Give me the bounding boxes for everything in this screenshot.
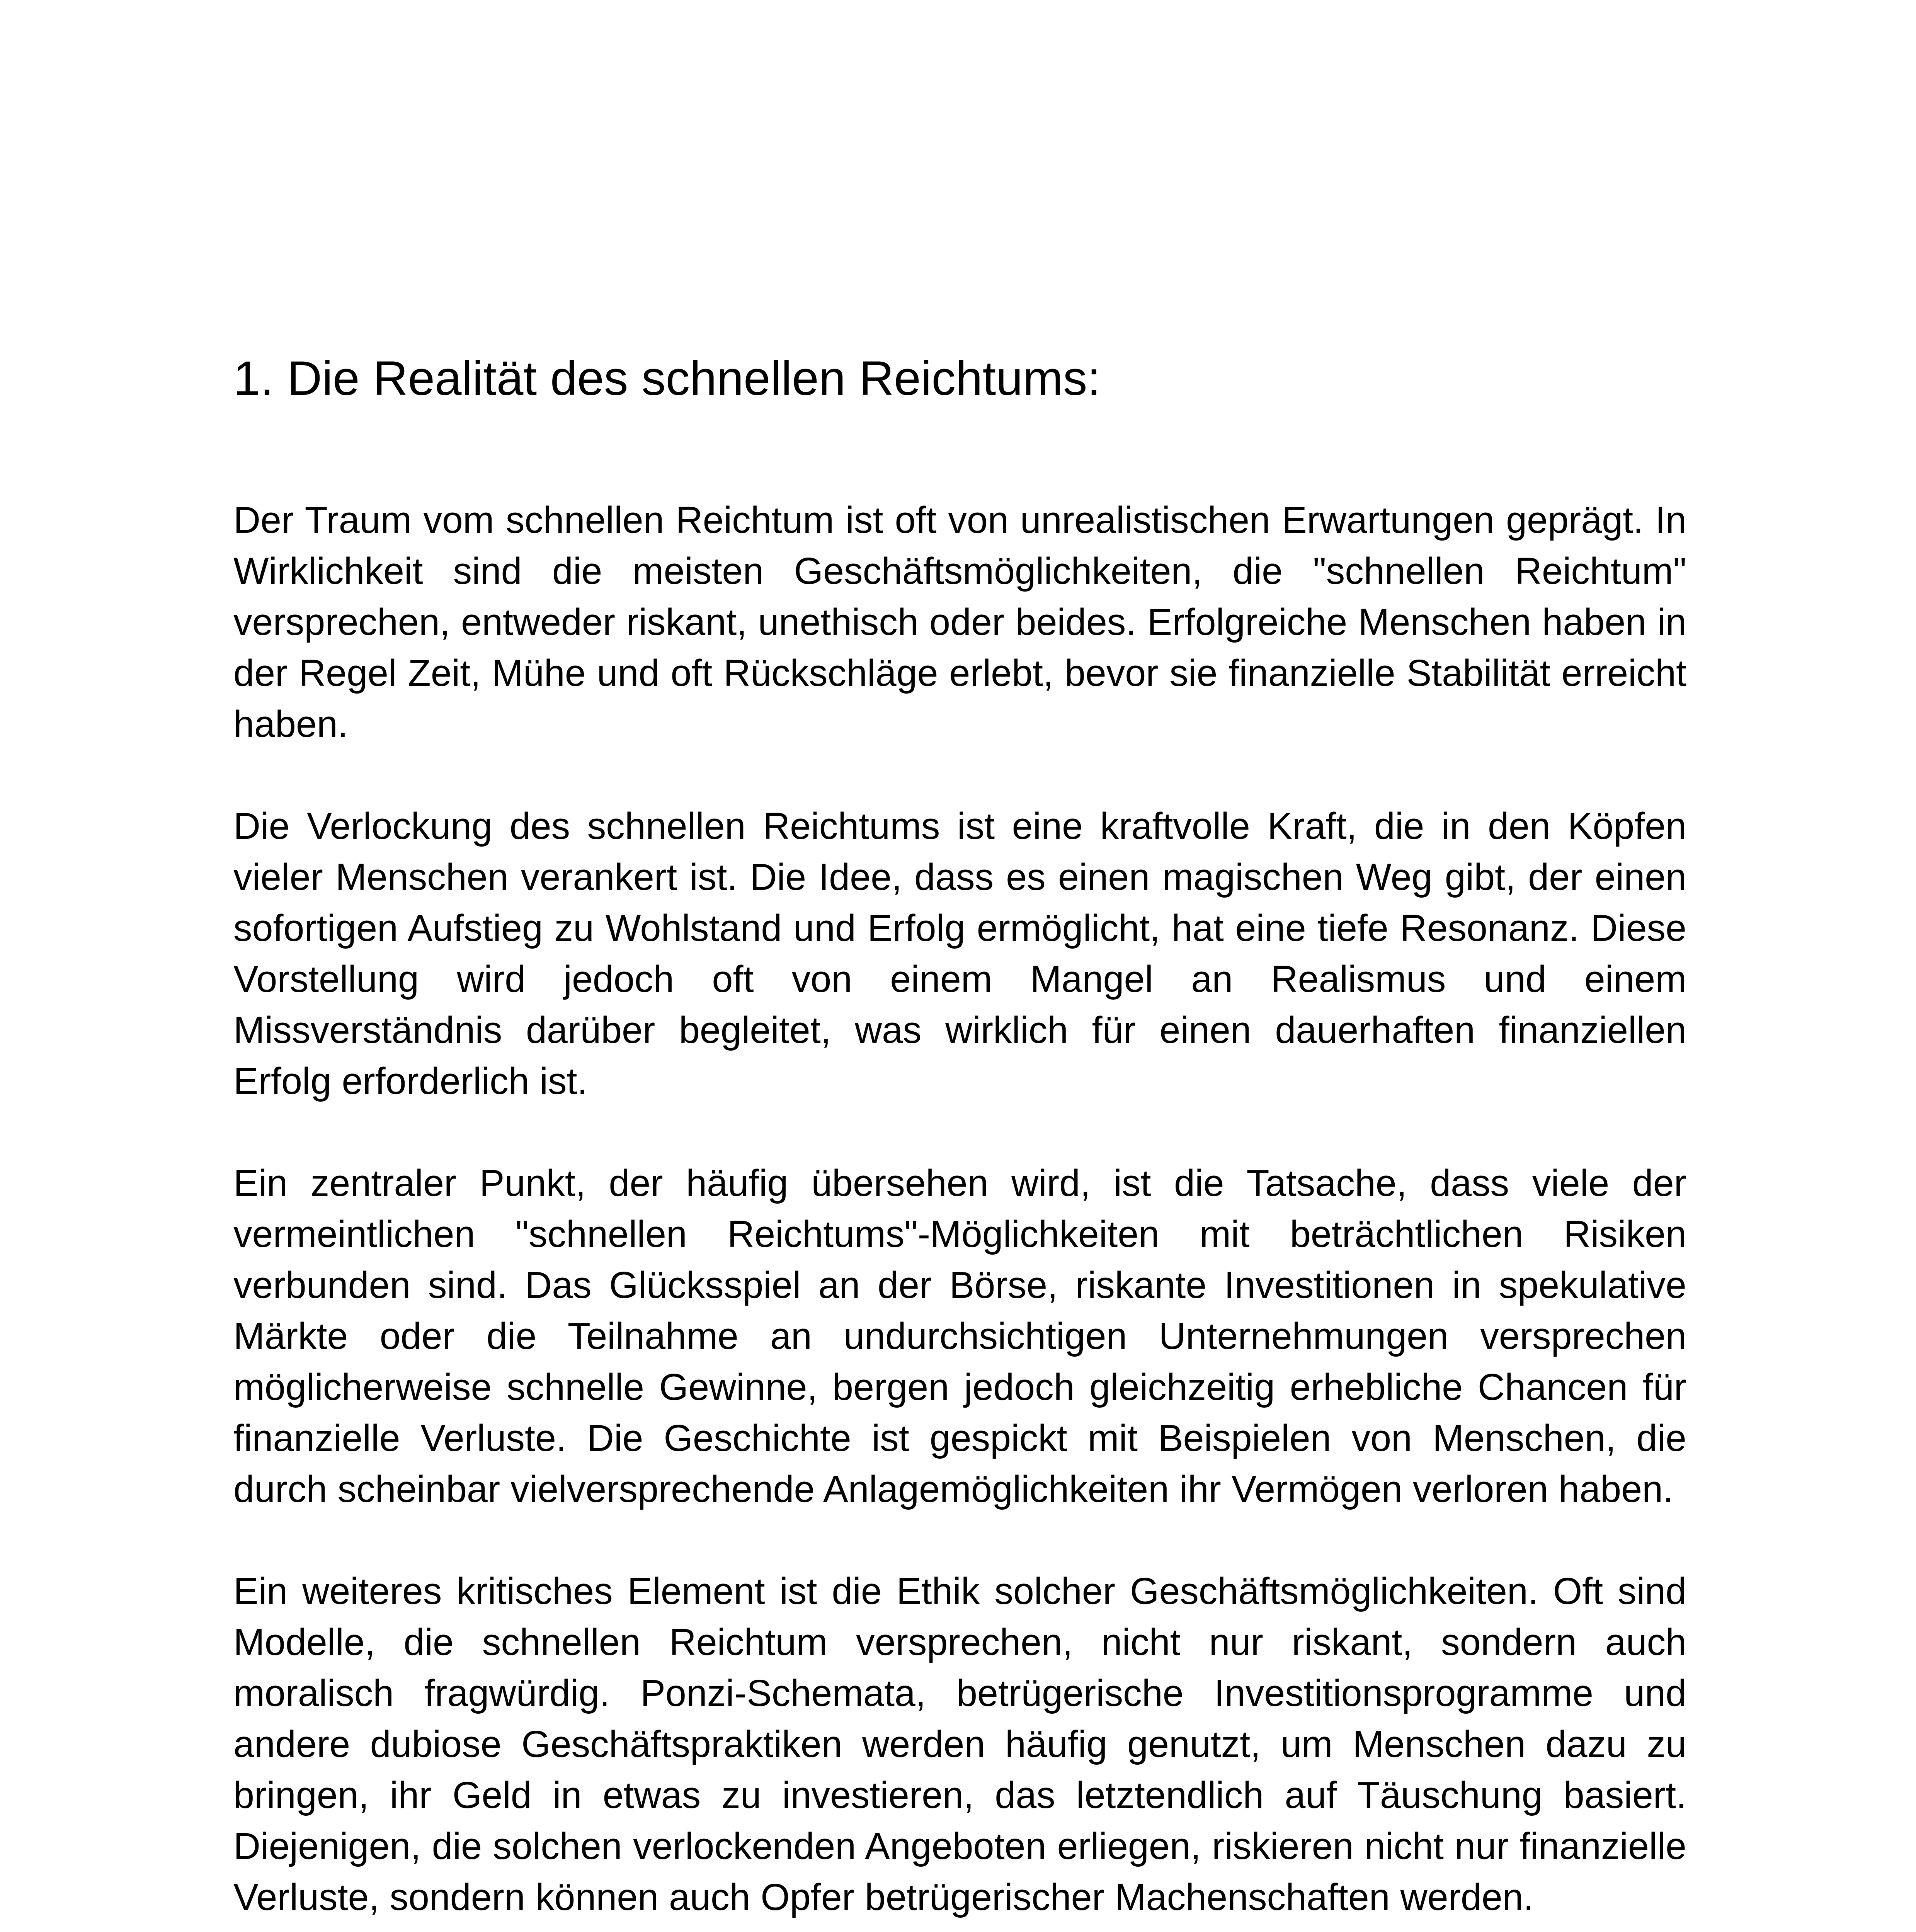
paragraph-1: Der Traum vom schnellen Reichtum ist oft von unrealistischen Erwartungen geprägt. In Wirklichkeit sind die meisten Geschäftsmöglichkeiten, die "schnellen Reichtum" versprechen, entweder riskant, unethisch oder beides. Erfolgreiche Menschen haben in der Regel Zeit, Mühe und oft Rückschläge erlebt, bevor sie finanzielle Stabilität erreicht haben. (233, 499, 1686, 745)
paragraph-2: Die Verlockung des schnellen Reichtums ist eine kraftvolle Kraft, die in den Köpfen vieler Menschen verankert ist. Die Idee, dass es einen magischen Weg gibt, der einen sofortigen Aufstieg zu Wohlstand und Erfolg ermöglicht, hat eine tiefe Resonanz. Diese Vorstellung wird jedoch oft von einem Mangel an Realismus und einem Missverständnis darüber begleitet, was wirklich für einen dauerhaften finanziellen Erfolg erforderlich ist. (233, 805, 1686, 1102)
document-body (233, 348, 1686, 1932)
paragraph-4: Ein weiteres kritisches Element ist die Ethik solcher Geschäftsmöglichkeiten. Oft sind Modelle, die schnellen Reichtum versprechen, nicht nur riskant, sondern auch moralisch fragwürdig. Ponzi-Schemata, betrügerische Investitionsprogramme und andere dubiose Geschäftspraktiken werden häufig genutzt, um Menschen dazu zu bringen, ihr Geld in etwas zu investieren, das letztendlich auf Täuschung basiert. Diejenigen, die solchen verlockenden Angeboten erliegen, riskieren nicht nur finanzielle Verluste, sondern können auch Opfer betrügerischer Machenschaften werden. (233, 1570, 1686, 1918)
paragraph-3: Ein zentraler Punkt, der häufig übersehen wird, ist die Tatsache, dass viele der vermeintlichen "schnellen Reichtums"-Möglichkeiten mit beträchtlichen Risiken verbunden sind. Das Glücksspiel an der Börse, riskante Investitionen in spekulative Märkte oder die Teilnahme an undurchsichtigen Unternehmungen versprechen möglicherweise schnelle Gewinne, bergen jedoch gleichzeitig erhebliche Chancen für finanzielle Verluste. Die Geschichte ist gespickt mit Beispielen von Menschen, die durch scheinbar vielversprechende Anlagemöglichkeiten ihr Vermögen verloren haben. (233, 1162, 1686, 1510)
section-heading: 1. Die Realität des schnellen Reichtums: (233, 352, 1101, 405)
